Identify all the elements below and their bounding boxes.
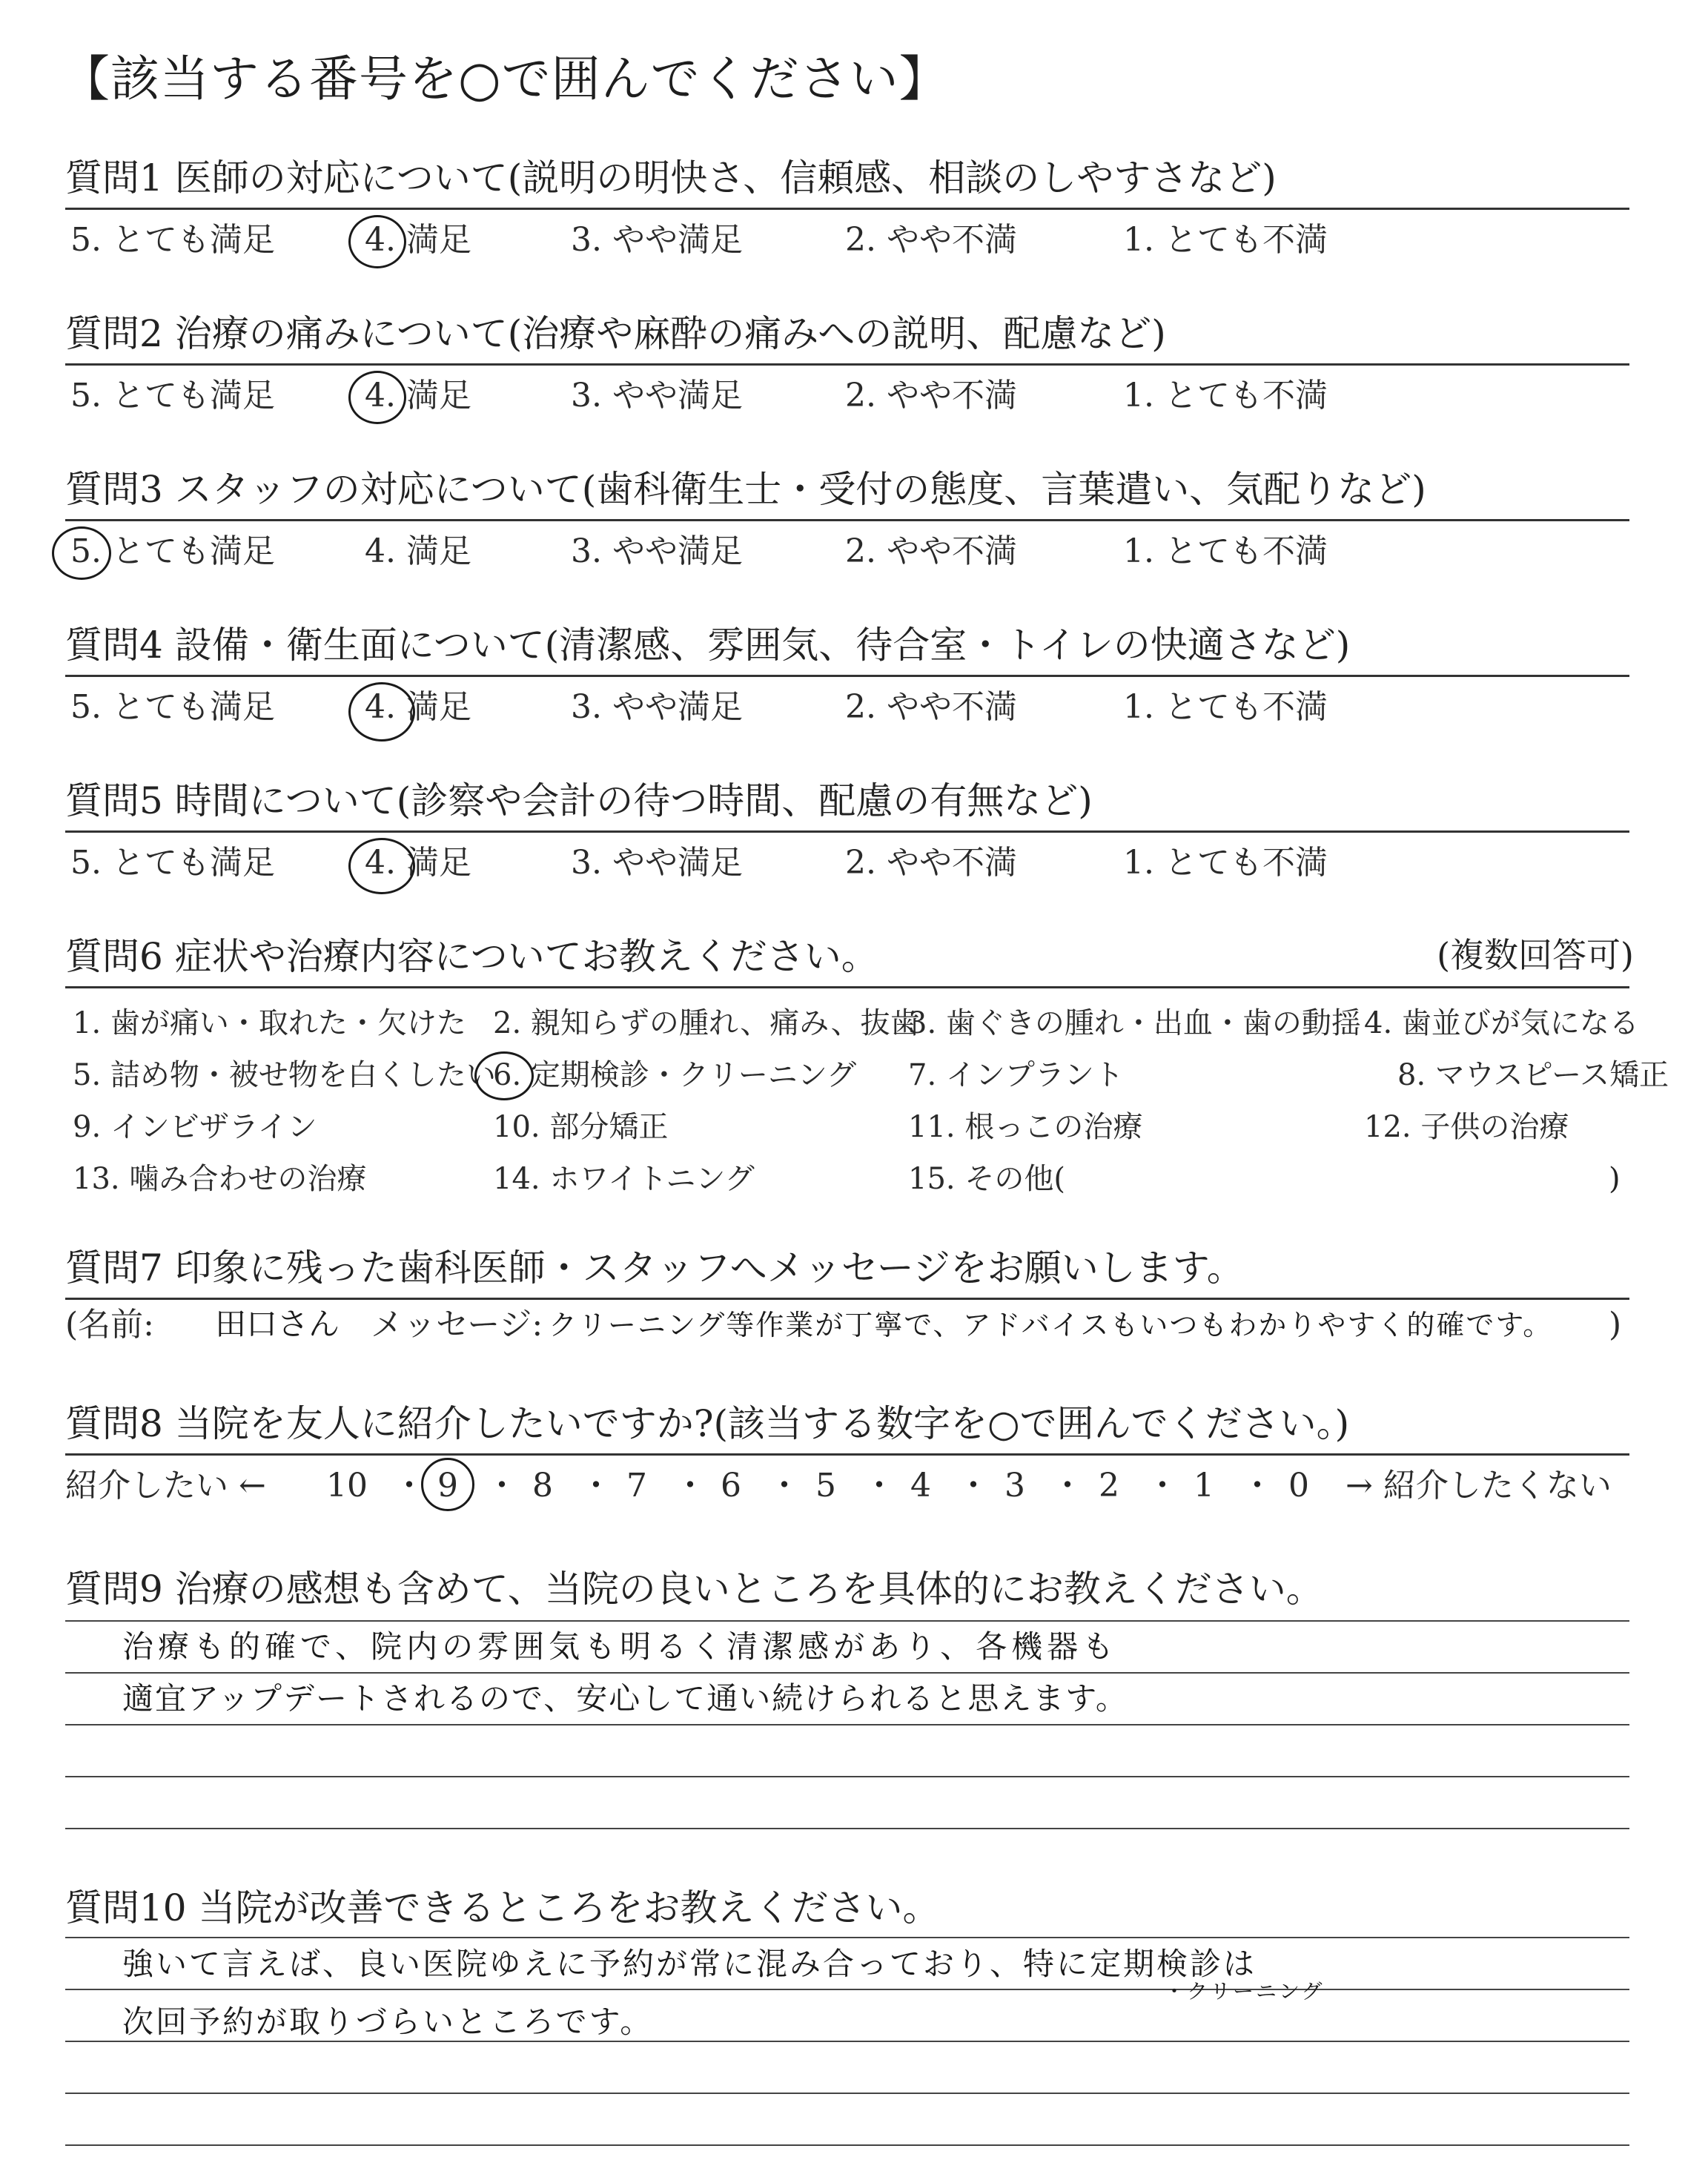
q6-item-11[interactable]: 11. 根っこの治療 bbox=[908, 1110, 1143, 1144]
q8-separator-dot: ・ bbox=[393, 1467, 426, 1505]
q6-item-2[interactable]: 2. 親知らずの腫れ、痛み、抜歯 bbox=[493, 1006, 920, 1040]
q2-option-1[interactable]: 1. とても不満 bbox=[1123, 377, 1328, 415]
question-7-label: 質問7 印象に残った歯科医師・スタッフへメッセージをお願いします。 bbox=[65, 1246, 1244, 1289]
q5-option-2[interactable]: 2. やや不満 bbox=[845, 844, 1017, 882]
question-5-rule bbox=[65, 830, 1629, 833]
q6-selection-circle bbox=[474, 1051, 534, 1100]
q8-separator-dot: ・ bbox=[957, 1467, 990, 1505]
q6-item-8[interactable]: 8. マウスピース矯正 bbox=[1397, 1058, 1669, 1092]
q6-item-12[interactable]: 12. 子供の治療 bbox=[1364, 1110, 1569, 1144]
question-3-rule bbox=[65, 519, 1629, 521]
q4-selection-circle bbox=[348, 682, 415, 742]
q7-message-label: メッセージ: bbox=[371, 1306, 543, 1344]
q8-scale-8[interactable]: 8 bbox=[532, 1467, 553, 1505]
q6-item-14[interactable]: 14. ホワイトニング bbox=[493, 1162, 755, 1196]
q9-answer-line-1[interactable]: 治療も的確で、院内の雰囲気も明るく清潔感があり、各機器も bbox=[122, 1628, 1119, 1665]
q3-option-4[interactable]: 4. 満足 bbox=[365, 532, 471, 570]
q9-answer-line-2[interactable]: 適宜アップデートされるので、安心して通い続けられると思えます。 bbox=[122, 1680, 1128, 1717]
q9-line bbox=[65, 1672, 1629, 1674]
q6-item-4[interactable]: 4. 歯並びが気になる bbox=[1364, 1006, 1639, 1040]
question-9-label: 質問9 治療の感想も含めて、当院の良いところを具体的にお教えください。 bbox=[65, 1568, 1323, 1611]
q5-option-3[interactable]: 3. やや満足 bbox=[571, 844, 743, 882]
q10-line bbox=[65, 2041, 1629, 2042]
question-1-label: 質問1 医師の対応について(説明の明快さ、信頼感、相談のしやすさなど) bbox=[65, 156, 1277, 199]
q10-answer-line-1[interactable]: 強いて言えば、良い医院ゆえに予約が常に混み合っており、特に定期検診は bbox=[122, 1946, 1257, 1982]
q8-scale-5[interactable]: 5 bbox=[815, 1467, 836, 1505]
q6-item-10[interactable]: 10. 部分矯正 bbox=[493, 1110, 669, 1144]
q5-option-5[interactable]: 5. とても満足 bbox=[70, 844, 275, 882]
question-3-label: 質問3 スタッフの対応について(歯科衛生士・受付の態度、言葉遣い、気配りなど) bbox=[65, 468, 1426, 511]
q5-option-1[interactable]: 1. とても不満 bbox=[1123, 844, 1328, 882]
q8-scale-2[interactable]: 2 bbox=[1099, 1467, 1119, 1505]
q3-option-2[interactable]: 2. やや不満 bbox=[845, 532, 1017, 570]
q8-separator-dot: ・ bbox=[1051, 1467, 1084, 1505]
q5-option-4[interactable]: 4. 満足 bbox=[365, 844, 471, 882]
question-6-rule bbox=[65, 986, 1629, 988]
q1-option-4[interactable]: 4. 満足 bbox=[365, 221, 471, 259]
q8-left-label: 紹介したい ← bbox=[65, 1467, 266, 1505]
q6-item-5[interactable]: 5. 詰め物・被せ物を白くしたい bbox=[73, 1058, 496, 1092]
q6-other-close-paren: ) bbox=[1609, 1162, 1621, 1196]
question-4-rule bbox=[65, 675, 1629, 677]
q3-option-1[interactable]: 1. とても不満 bbox=[1123, 532, 1328, 570]
question-8-rule bbox=[65, 1453, 1629, 1456]
q8-scale-0[interactable]: 0 bbox=[1288, 1467, 1309, 1505]
q6-item-13[interactable]: 13. 噛み合わせの治療 bbox=[73, 1162, 367, 1196]
question-6-label: 質問6 症状や治療内容についてお教えください。 bbox=[65, 935, 878, 978]
question-5-label: 質問5 時間について(診察や会計の待つ時間、配慮の有無など) bbox=[65, 779, 1093, 822]
q10-line bbox=[65, 2144, 1629, 2146]
q8-separator-dot: ・ bbox=[863, 1467, 896, 1505]
question-6-note: (複数回答可) bbox=[1437, 935, 1634, 975]
q7-message-value[interactable]: クリーニング等作業が丁寧で、アドバイスもいつもわかりやすく的確です。 bbox=[549, 1309, 1553, 1341]
q6-item-6[interactable]: 6. 定期検診・クリーニング bbox=[493, 1058, 857, 1092]
q8-separator-dot: ・ bbox=[486, 1467, 518, 1505]
q2-option-5[interactable]: 5. とても満足 bbox=[70, 377, 275, 415]
q6-item-1[interactable]: 1. 歯が痛い・取れた・欠けた bbox=[73, 1006, 466, 1040]
question-4-label: 質問4 設備・衛生面について(清潔感、雰囲気、待合室・トイレの快適さなど) bbox=[65, 624, 1351, 667]
q4-option-3[interactable]: 3. やや満足 bbox=[571, 688, 743, 726]
q3-option-5[interactable]: 5. とても満足 bbox=[70, 532, 275, 570]
q8-scale-3[interactable]: 3 bbox=[1004, 1467, 1025, 1505]
q9-line bbox=[65, 1776, 1629, 1777]
q8-separator-dot: ・ bbox=[580, 1467, 612, 1505]
q6-item-15[interactable]: 15. その他( bbox=[908, 1162, 1065, 1196]
q8-scale-6[interactable]: 6 bbox=[721, 1467, 741, 1505]
q4-option-2[interactable]: 2. やや不満 bbox=[845, 688, 1017, 726]
q9-line bbox=[65, 1828, 1629, 1829]
q10-answer-insert: ・クリーニング bbox=[1164, 1979, 1325, 2004]
q1-selection-circle bbox=[348, 215, 406, 268]
q7-close-paren: ) bbox=[1609, 1306, 1622, 1344]
q1-option-3[interactable]: 3. やや満足 bbox=[571, 221, 743, 259]
q4-option-4[interactable]: 4. 満足 bbox=[365, 688, 471, 726]
q8-right-label: → 紹介したくない bbox=[1345, 1467, 1612, 1505]
q1-option-1[interactable]: 1. とても不満 bbox=[1123, 221, 1328, 259]
question-2-label: 質問2 治療の痛みについて(治療や麻酔の痛みへの説明、配慮など) bbox=[65, 312, 1166, 355]
q7-name-prefix: (名前: bbox=[65, 1306, 154, 1344]
question-7-rule bbox=[65, 1298, 1629, 1300]
q8-scale-7[interactable]: 7 bbox=[626, 1467, 647, 1505]
q2-selection-circle bbox=[348, 371, 406, 424]
q9-line bbox=[65, 1724, 1629, 1725]
question-1-rule bbox=[65, 208, 1629, 210]
q8-scale-4[interactable]: 4 bbox=[910, 1467, 931, 1505]
q8-scale-10[interactable]: 10 bbox=[326, 1467, 368, 1505]
q6-item-9[interactable]: 9. インビザライン bbox=[73, 1110, 317, 1144]
q8-separator-dot: ・ bbox=[674, 1467, 706, 1505]
q4-option-1[interactable]: 1. とても不満 bbox=[1123, 688, 1328, 726]
q5-selection-circle bbox=[348, 838, 415, 894]
q8-selection-circle bbox=[421, 1458, 474, 1511]
q10-line bbox=[65, 1989, 1629, 1990]
page-title: 【該当する番号を○で囲んでください】 bbox=[61, 50, 949, 108]
question-10-label: 質問10 当院が改善できるところをお教えください。 bbox=[65, 1886, 940, 1929]
q9-line bbox=[65, 1620, 1629, 1622]
q2-option-2[interactable]: 2. やや不満 bbox=[845, 377, 1017, 415]
q2-option-4[interactable]: 4. 満足 bbox=[365, 377, 471, 415]
q8-separator-dot: ・ bbox=[1241, 1467, 1274, 1505]
q4-option-5[interactable]: 5. とても満足 bbox=[70, 688, 275, 726]
q3-option-3[interactable]: 3. やや満足 bbox=[571, 532, 743, 570]
q10-line bbox=[65, 1937, 1629, 1938]
q8-separator-dot: ・ bbox=[1146, 1467, 1179, 1505]
q7-name-value[interactable]: 田口さん bbox=[215, 1306, 340, 1342]
q8-scale-1[interactable]: 1 bbox=[1194, 1467, 1214, 1505]
q6-item-3[interactable]: 3. 歯ぐきの腫れ・出血・歯の動揺 bbox=[908, 1006, 1361, 1040]
q1-option-5[interactable]: 5. とても満足 bbox=[70, 221, 275, 259]
q8-separator-dot: ・ bbox=[768, 1467, 801, 1505]
q1-option-2[interactable]: 2. やや不満 bbox=[845, 221, 1017, 259]
question-8-label: 質問8 当院を友人に紹介したいですか?(該当する数字を○で囲んでください。) bbox=[65, 1402, 1350, 1445]
q8-scale-9[interactable]: 9 bbox=[437, 1467, 458, 1505]
q10-answer-line-2[interactable]: 次回予約が取りづらいところです。 bbox=[122, 2004, 654, 2040]
q3-selection-circle bbox=[52, 526, 111, 580]
q6-item-7[interactable]: 7. インプラント bbox=[908, 1058, 1124, 1092]
q2-option-3[interactable]: 3. やや満足 bbox=[571, 377, 743, 415]
q10-line bbox=[65, 2093, 1629, 2094]
question-2-rule bbox=[65, 363, 1629, 366]
